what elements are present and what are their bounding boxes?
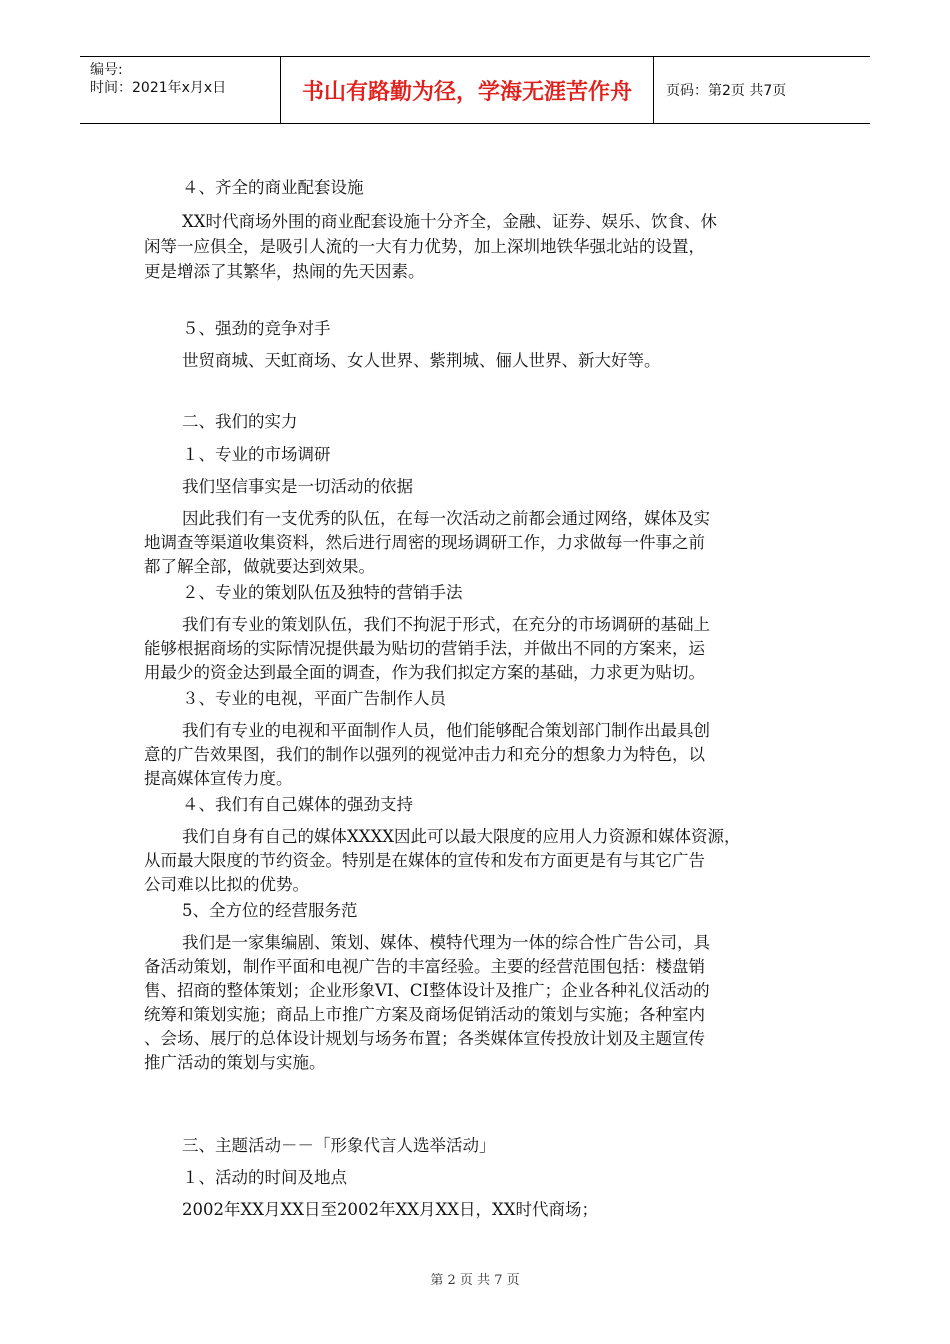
paragraph-line: 闲等一应俱全，是吸引人流的一大有力优势，加上深圳地铁华强北站的设置，	[144, 237, 705, 256]
header-page-info: 页码：第2页 共7页	[666, 83, 787, 99]
heading-competitors: ５、强劲的竞争对手	[182, 319, 331, 338]
paragraph-line: XX时代商场外围的商业配套设施十分齐全，金融、证券、娱乐、饮食、休	[182, 212, 717, 231]
paragraph-line: 我们坚信事实是一切活动的依据	[182, 477, 413, 496]
paragraph-line: 提高媒体宣传力度。	[144, 769, 293, 788]
header-motto: 书山有路勤为径，学海无涯苦作舟	[281, 57, 654, 123]
paragraph-line: 地调查等渠道收集资料，然后进行周密的现场调研工作，力求做每一件事之前	[144, 533, 705, 552]
paragraph-line: 我们有专业的电视和平面制作人员，他们能够配合策划部门制作出最具创	[182, 721, 710, 740]
heading-time-place: １、活动的时间及地点	[182, 1168, 347, 1187]
doc-number-label: 编号:	[90, 62, 123, 78]
paragraph-line: 能够根据商场的实际情况提供最为贴切的营销手法，并做出不同的方案来，运	[144, 639, 705, 658]
doc-time-label: 时间：2021年x月x日	[90, 80, 227, 96]
paragraph-line: 世贸商城、天虹商场、女人世界、紫荆城、俪人世界、新大好等。	[182, 351, 661, 370]
page-footer: 第 2 页 共 7 页	[430, 1273, 520, 1288]
paragraph-line: 统筹和策划实施；商品上市推广方案及商场促销活动的策划与实施；各种室内	[144, 1005, 705, 1024]
paragraph-line: 推广活动的策划与实施。	[144, 1053, 326, 1072]
paragraph-line: 公司难以比拟的优势。	[144, 875, 309, 894]
heading-service-scope: 5、全方位的经营服务范	[182, 901, 358, 920]
paragraph-line: 从而最大限度的节约资金。特别是在媒体的宣传和发布方面更是有与其它广告	[144, 851, 705, 870]
paragraph-line: 2002年XX月XX日至2002年XX月XX日，XX时代商场；	[182, 1200, 598, 1219]
heading-market-research: １、专业的市场调研	[182, 445, 331, 464]
section-heading-theme-activity: 三、主题活动－－「形象代言人选举活动」	[182, 1136, 496, 1155]
paragraph-line: 备活动策划，制作平面和电视广告的丰富经验。主要的经营范围包括：楼盘销	[144, 957, 705, 976]
paragraph-line: 、会场、展厅的总体设计规划与场务布置；各类媒体宣传投放计划及主题宣传	[144, 1029, 705, 1048]
section-heading-strength: 二、我们的实力	[182, 412, 298, 431]
heading-production-staff: ３、专业的电视，平面广告制作人员	[182, 689, 446, 708]
paragraph-line: 意的广告效果图，我们的制作以强列的视觉冲击力和充分的想象力为特色，以	[144, 745, 705, 764]
paragraph-line: 都了解全部，做就要达到效果。	[144, 557, 375, 576]
heading-planning-team: ２、专业的策划队伍及独特的营销手法	[182, 583, 463, 602]
paragraph-line: 我们是一家集编剧、策划、媒体、模特代理为一体的综合性广告公司，具	[182, 933, 710, 952]
heading-media-support: ４、我们有自己媒体的强劲支持	[182, 795, 413, 814]
paragraph-line: 用最少的资金达到最全面的调查，作为我们拟定方案的基础，力求更为贴切。	[144, 663, 705, 682]
heading-facilities: ４、齐全的商业配套设施	[182, 178, 364, 197]
paragraph-line: 售、招商的整体策划；企业形象VI、CI整体设计及推广；企业各种礼仪活动的	[144, 981, 710, 1000]
paragraph-line: 更是增添了其繁华，热闹的先天因素。	[144, 262, 425, 281]
paragraph-line: 我们有专业的策划队伍，我们不拘泥于形式，在充分的市场调研的基础上	[182, 615, 710, 634]
paragraph-line: 我们自身有自己的媒体XXXX因此可以最大限度的应用人力资源和媒体资源，	[182, 827, 741, 846]
paragraph-line: 因此我们有一支优秀的队伍，在每一次活动之前都会通过网络，媒体及实	[182, 509, 710, 528]
